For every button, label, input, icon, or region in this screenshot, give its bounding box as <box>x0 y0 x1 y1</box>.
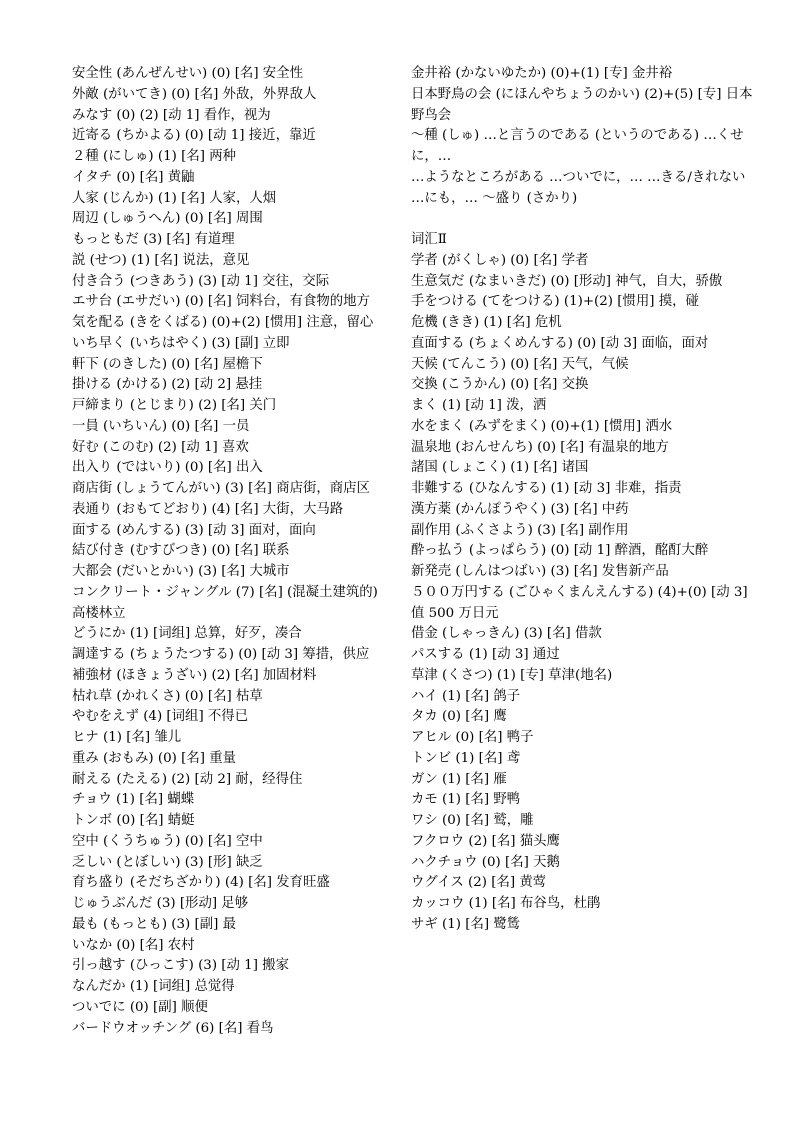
vocab-entry: 副作用 (ふくさよう) (3) [名] 副作用 <box>411 522 629 538</box>
vocab-entry: 結び付き (むすびつき) (0) [名] 联系 <box>72 543 290 559</box>
vocab-entry: 面する (めんする) (3) [动 3] 面对，面向 <box>72 522 316 538</box>
vocab-entry: 戸締まり (とじまり) (2) [名] 关门 <box>72 398 277 413</box>
vocab-entry: パスする (1) [动 3] 通过 <box>411 647 560 662</box>
vocab-entry: 非難する (ひなんする) (1) [动 3] 非难，指责 <box>411 481 682 496</box>
vocab-entry: 乏しい (とぼしい) (3) [形] 缺乏 <box>72 854 263 870</box>
vocab-entry: 育ち盛り (そだちざかり) (4) [名] 发育旺盛 <box>72 875 330 891</box>
vocab-entry: ヒナ (1) [名] 雏儿 <box>72 730 182 745</box>
vocab-entry: 調達する (ちょうたつする) (0) [动 3] 筹措，供应 <box>72 647 370 662</box>
vocab-entry: 付き合う (つきあう) (3) [动 1] 交往，交际 <box>72 273 330 289</box>
vocab-entry: フクロウ (2) [名] 猫头鹰 <box>411 833 560 849</box>
vocab-entry: 新発売 (しんはつばい) (3) [名] 发售新产品 <box>411 564 669 579</box>
vocab-entry: 漢方薬 (かんぽうやく) (3) [名] 中药 <box>411 501 629 517</box>
vocab-entry: ワシ (0) [名] 鹫，雕 <box>411 813 534 828</box>
vocab-entry: 表通り (おもてどおり) (4) [名] 大街，大马路 <box>72 501 344 517</box>
vocab-entry: 気を配る (きをくばる) (0)+(2) [惯用] 注意，留心 <box>72 315 374 330</box>
vocab-entry: ２種 (にしゅ) (1) [名] 两种 <box>72 149 237 164</box>
vocab-entry: 補強材 (ほきょうざい) (2) [名] 加固材料 <box>72 667 317 683</box>
vocab-entry: 出入り (ではいり) (0) [名] 出入 <box>72 460 263 476</box>
vocab-entry: イタチ (0) [名] 黄鼬 <box>72 169 195 185</box>
vocab-entry: …ようなところがある …ついでに，… …きる/きれない <box>411 169 746 185</box>
vocab-entry: 高楼林立 <box>72 605 126 621</box>
vocab-entry: 安全性 (あんぜんせい) (0) [名] 安全性 <box>72 66 303 81</box>
vocab-entry: どうにか (1) [词组] 总算，好歹，凑合 <box>72 626 302 642</box>
vocab-entry: バードウオッチング (6) [名] 看鸟 <box>72 1020 274 1036</box>
vocab-entry: 重み (おもみ) (0) [名] 重量 <box>72 750 237 766</box>
vocab-entry: …にも，… ～盛り (さかり) <box>411 190 578 206</box>
vocab-entry: 掛ける (かける) (2) [动 2] 悬挂 <box>72 377 263 393</box>
vocab-entry: 学者 (がくしゃ) (0) [名] 学者 <box>411 252 589 268</box>
vocab-entry: ハクチョウ (0) [名] 天鹅 <box>411 854 560 870</box>
vocab-entry: コンクリート・ジャングル (7) [名] (混凝土建筑的) <box>72 584 378 600</box>
vocab-entry: 好む (このむ) (2) [动 1] 喜欢 <box>72 439 249 455</box>
vocab-entry: 商店街 (しょうてんがい) (3) [名] 商店街，商店区 <box>72 481 370 496</box>
vocab-entry: まく (1) [动 1] 泼，洒 <box>411 398 547 413</box>
vocab-entry: ハイ (1) [名] 鸽子 <box>411 688 521 704</box>
vocab-entry: 諸国 (しょこく) (1) [名] 诸国 <box>411 460 589 476</box>
vocab-entry: 軒下 (のきした) (0) [名] 屋檐下 <box>72 356 263 372</box>
vocab-entry: 最も (もっとも) (3) [副] 最 <box>72 916 237 932</box>
blank-line <box>411 209 761 230</box>
vocab-entry: 説 (せつ) (1) [名] 说法，意见 <box>72 252 250 268</box>
vocab-entry: 直面する (ちょくめんする) (0) [动 3] 面临，面对 <box>411 335 709 351</box>
vocab-entry: 水をまく (みずをまく) (0)+(1) [惯用] 洒水 <box>411 418 673 434</box>
vocab-entry: いち早く (いちはやく) (3) [副] 立即 <box>72 335 290 351</box>
vocab-entry: ～種 (しゅ) …と言うのである (というのである) …くせに，… <box>411 128 744 164</box>
vocab-entry: 近寄る (ちかよる) (0) [动 1] 接近，靠近 <box>72 128 316 144</box>
vocab-entry: 大都会 (だいとかい) (3) [名] 大城市 <box>72 564 290 579</box>
vocab-entry: 人家 (じんか) (1) [名] 人家，人烟 <box>72 190 277 206</box>
vocab-entry: タカ (0) [名] 鹰 <box>411 709 507 725</box>
vocab-entry: もっともだ (3) [名] 有道理 <box>72 232 235 247</box>
vocab-entry: アヒル (0) [名] 鸭子 <box>411 730 534 745</box>
vocab-entry: なんだか (1) [词组] 总觉得 <box>72 979 235 994</box>
vocab-entry: 交換 (こうかん) (0) [名] 交换 <box>411 377 589 393</box>
vocab-entry: 周辺 (しゅうへん) (0) [名] 周围 <box>72 211 263 227</box>
vocab-entry: エサ台 (エサだい) (0) [名] 饲料台，有食物的地方 <box>72 294 370 310</box>
section-heading: 词汇Ⅱ <box>411 232 447 247</box>
vocab-entry: カッコウ (1) [名] 布谷鸟，杜鹃 <box>411 896 601 911</box>
vocabulary-column-right <box>411 64 761 936</box>
vocab-entry: 酔っ払う (よっぱらう) (0) [动 1] 醉酒，酩酊大醉 <box>411 543 709 559</box>
vocab-entry: やむをえず (4) [词组] 不得已 <box>72 709 249 725</box>
vocab-entry: じゅうぶんだ (3) [形动] 足够 <box>72 896 249 911</box>
vocab-entry: 温泉地 (おんせんち) (0) [名] 有温泉的地方 <box>411 439 669 455</box>
vocab-entry: 借金 (しゃっきん) (3) [名] 借款 <box>411 626 602 642</box>
vocab-entry: いなか (0) [名] 农村 <box>72 937 195 953</box>
vocab-entry: 天候 (てんこう) (0) [名] 天气，气候 <box>411 356 629 372</box>
vocab-entry: 手をつける (てをつける) (1)+(2) [惯用] 摸，碰 <box>411 294 699 310</box>
vocab-entry: サギ (1) [名] 鹭鸶 <box>411 916 521 932</box>
vocab-entry: ガン (1) [名] 雁 <box>411 771 507 787</box>
vocab-entry: カモ (1) [名] 野鸭 <box>411 792 521 808</box>
vocab-entry: みなす (0) (2) [动 1] 看作，视为 <box>72 107 271 123</box>
vocab-entry: チョウ (1) [名] 蝴蝶 <box>72 792 195 808</box>
vocab-entry: ５００万円する (ごひゃくまんえんする) (4)+(0) [动 3] 值 500 万日元 <box>411 584 748 621</box>
vocab-entry: 金井裕 (かないゆたか) (0)+(1) [专] 金井裕 <box>411 66 673 81</box>
vocab-entry: 日本野鳥の会 (にほんやちょうのかい) (2)+(5) [专] 日本野鸟会 <box>411 86 753 123</box>
vocab-entry: 外敵 (がいてき) (0) [名] 外敌，外界敌人 <box>72 86 317 102</box>
vocab-entry: トンボ (0) [名] 蜻蜓 <box>72 813 195 828</box>
vocab-entry: トンビ (1) [名] 鸢 <box>411 750 521 766</box>
vocab-entry: 一員 (いちいん) (0) [名] 一员 <box>72 418 250 434</box>
vocab-entry: ウグイス (2) [名] 黄莺 <box>411 875 547 891</box>
vocab-entry: 耐える (たえる) (2) [动 2] 耐，经得住 <box>72 771 303 787</box>
vocab-entry: 危機 (きき) (1) [名] 危机 <box>411 315 562 330</box>
vocab-entry: 生意気だ (なまいきだ) (0) [形动] 神气，自大，骄傲 <box>411 273 723 289</box>
vocab-entry: 空中 (くうちゅう) (0) [名] 空中 <box>72 833 263 849</box>
vocab-entry: 枯れ草 (かれくさ) (0) [名] 枯草 <box>72 688 263 704</box>
vocab-entry: 草津 (くさつ) (1) [专] 草津(地名) <box>411 667 613 683</box>
vocab-entry: 引っ越す (ひっこす) (3) [动 1] 搬家 <box>72 958 289 974</box>
vocab-entry: ついでに (0) [副] 顺便 <box>72 999 208 1015</box>
vocabulary-column-left <box>72 64 390 1039</box>
